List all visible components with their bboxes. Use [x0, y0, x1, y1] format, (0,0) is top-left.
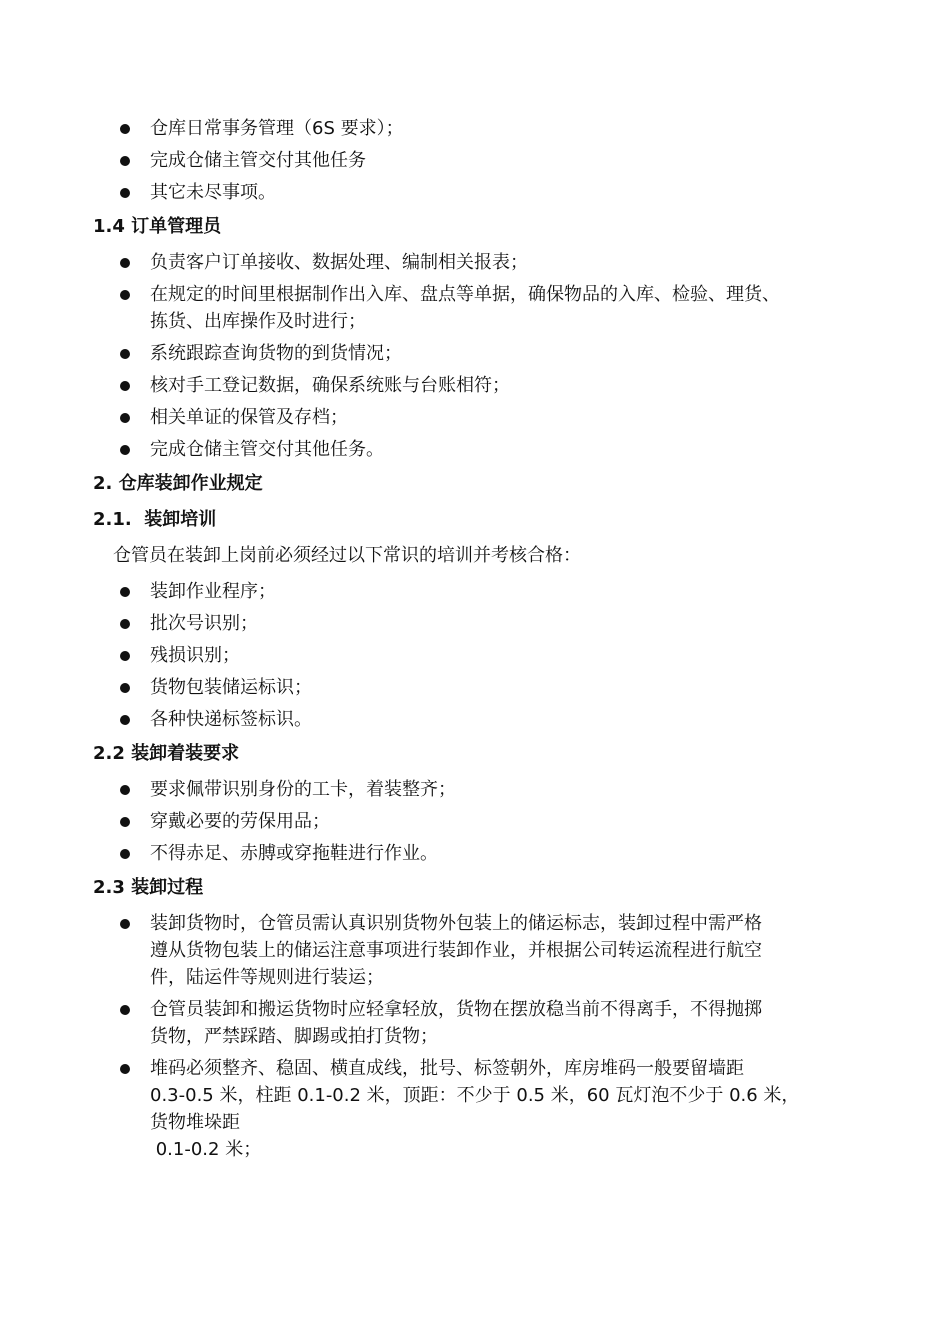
list-item — [0, 706, 815, 733]
bullet-icon — [120, 413, 130, 423]
bullet-list-a — [0, 115, 950, 206]
bullet-icon — [120, 919, 130, 929]
list-item-text: 完成仓储主管交付其他任务。 — [150, 439, 384, 460]
paragraph-2-1: 仓管员在装卸上岗前必须经过以下常识的培训并考核合格： — [113, 545, 581, 566]
bullet-icon — [120, 587, 130, 597]
bullet-icon — [120, 651, 130, 661]
list-item-text: 货物包装储运标识； — [150, 677, 312, 698]
list-item-text: 仓管员装卸和搬运货物时应轻拿轻放，货物在摆放稳当前不得离手，不得抛掷 — [150, 999, 762, 1020]
bullet-list-b — [0, 249, 950, 463]
list-item-text: 仓库日常事务管理（6S 要求）； — [150, 118, 404, 139]
list-item — [0, 281, 815, 335]
list-item — [0, 910, 815, 991]
list-item-text: 相关单证的保管及存档； — [150, 407, 348, 428]
bullet-icon — [120, 258, 130, 268]
bullet-icon — [120, 785, 130, 795]
list-item — [0, 436, 815, 463]
list-item — [0, 840, 815, 867]
bullet-list-e — [0, 910, 950, 1163]
bullet-icon — [120, 124, 130, 134]
bullet-list-d — [0, 776, 950, 867]
bullet-icon — [120, 445, 130, 455]
bullet-list-c — [0, 578, 950, 733]
list-item-text: 装卸作业程序； — [150, 581, 276, 602]
bullet-icon — [120, 849, 130, 859]
list-item-text-cont: 遵从货物包装上的储运注意事项进行装卸作业，并根据公司转运流程进行航空 — [150, 940, 762, 961]
section-heading-2-1: 2.1. 装卸培训 — [93, 509, 217, 530]
list-item-text: 堆码必须整齐、稳固、横直成线，批号、标签朝外，库房堆码一般要留墙距 — [150, 1058, 744, 1079]
list-item — [0, 578, 815, 605]
list-item-text: 在规定的时间里根据制作出入库、盘点等单据，确保物品的入库、检验、理货、 — [150, 284, 780, 305]
list-item-text-cont: 0.3-0.5 米，柱距 0.1-0.2 米，顶距：不少于 0.5 米，60 瓦灯泡不少于 0.6 米， — [150, 1085, 800, 1106]
list-item-text-cont: 货物堆垛距 — [150, 1112, 240, 1133]
list-item — [0, 610, 815, 637]
bullet-icon — [120, 349, 130, 359]
list-item-text: 残损识别； — [150, 645, 240, 666]
list-item-text: 负责客户订单接收、数据处理、编制相关报表； — [150, 252, 528, 273]
list-item — [0, 179, 815, 206]
bullet-icon — [120, 1005, 130, 1015]
list-item — [0, 147, 815, 174]
bullet-icon — [120, 817, 130, 827]
bullet-icon — [120, 188, 130, 198]
section-heading-1-4: 1.4 订单管理员 — [93, 216, 222, 237]
list-item-text: 系统跟踪查询货物的到货情况； — [150, 343, 402, 364]
list-item-text: 穿戴必要的劳保用品； — [150, 811, 330, 832]
list-item-text: 其它未尽事项。 — [150, 182, 276, 203]
list-item — [0, 996, 815, 1050]
bullet-icon — [120, 1064, 130, 1074]
list-item — [0, 404, 815, 431]
list-item — [0, 674, 815, 701]
bullet-icon — [120, 683, 130, 693]
bullet-icon — [120, 290, 130, 300]
list-item — [0, 1055, 815, 1163]
section-heading-2-3: 2.3 装卸过程 — [93, 877, 204, 898]
list-item — [0, 372, 815, 399]
bullet-icon — [120, 619, 130, 629]
list-item-text: 完成仓储主管交付其他任务 — [150, 150, 366, 171]
list-item — [0, 808, 815, 835]
bullet-icon — [120, 715, 130, 725]
list-item — [0, 776, 815, 803]
list-item-text-cont: 0.1-0.2 米； — [150, 1139, 262, 1160]
list-item-text-cont: 货物，严禁踩踏、脚踢或拍打货物； — [150, 1026, 438, 1047]
list-item — [0, 340, 815, 367]
list-item-text: 装卸货物时，仓管员需认真识别货物外包装上的储运标志，装卸过程中需严格 — [150, 913, 762, 934]
list-item-text: 核对手工登记数据，确保系统账与台账相符； — [150, 375, 510, 396]
section-heading-2-2: 2.2 装卸着装要求 — [93, 743, 240, 764]
list-item-text: 不得赤足、赤膊或穿拖鞋进行作业。 — [150, 843, 438, 864]
list-item-text: 批次号识别； — [150, 613, 258, 634]
list-item-text-cont: 拣货、出库操作及时进行； — [150, 311, 366, 332]
list-item-text: 要求佩带识别身份的工卡，着装整齐； — [150, 779, 456, 800]
bullet-icon — [120, 156, 130, 166]
list-item — [0, 642, 815, 669]
list-item-text: 各种快递标签标识。 — [150, 709, 312, 730]
list-item — [0, 249, 815, 276]
section-heading-2: 2. 仓库装卸作业规定 — [93, 473, 263, 494]
bullet-icon — [120, 381, 130, 391]
list-item-text-cont: 件，陆运件等规则进行装运； — [150, 967, 384, 988]
list-item — [0, 115, 815, 142]
